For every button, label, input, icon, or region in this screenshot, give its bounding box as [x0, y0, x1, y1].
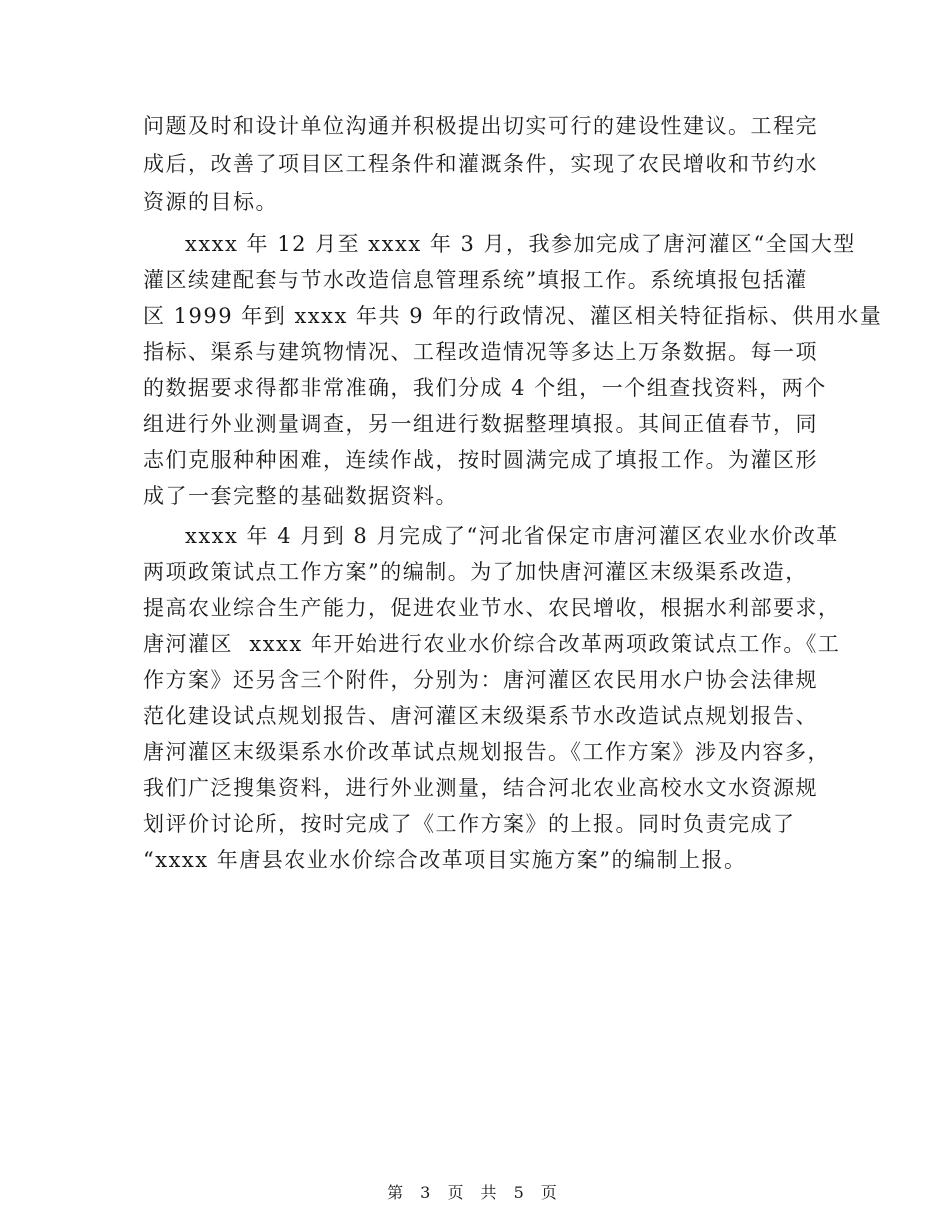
page-footer: 第 3 页 共 5 页	[387, 1183, 563, 1202]
text-line: 范化建设试点规划报告、唐河灌区末级渠系节水改造试点规划报告、	[143, 704, 818, 728]
text-line: 志们克服种种困难，连续作战，按时圆满完成了填报工作。为灌区形	[143, 448, 818, 472]
text-line: 问题及时和设计单位沟通并积极提出切实可行的建设性建议。工程完	[143, 114, 818, 138]
text-line: 划评价讨论所，按时完成了《工作方案》的上报。同时负责完成了	[143, 812, 796, 836]
text-line: 区 1999 年到 xxxx 年共 9 年的行政情况、灌区相关特征指标、供用水量	[143, 304, 883, 328]
text-line: 的数据要求得都非常准确，我们分成 4 个组，一个组查找资料，两个	[143, 376, 827, 400]
text-line: 成了一套完整的基础数据资料。	[143, 484, 458, 508]
text-line: 资源的目标。	[143, 190, 278, 214]
text-line: 提高农业综合生产能力，促进农业节水、农民增收，根据水利部要求，	[143, 596, 841, 620]
text-line: xxxx 年 12 月至 xxxx 年 3 月，我参加完成了唐河灌区“全国大型	[185, 232, 856, 256]
text-line: 唐河灌区末级渠系水价改革试点规划报告。《工作方案》涉及内容多，	[143, 740, 830, 764]
text-line: 唐河灌区 xxxx 年开始进行农业水价综合改革两项政策试点工作。《工	[143, 632, 841, 656]
text-line: 指标、渠系与建筑物情况、工程改造情况等多达上万条数据。每一项	[143, 340, 818, 364]
text-line: 我们广泛搜集资料，进行外业测量，结合河北农业高校水文水资源规	[143, 776, 818, 800]
text-line: 成后，改善了项目区工程条件和灌溉条件，实现了农民增收和节约水	[143, 152, 818, 176]
text-line: 两项政策试点工作方案”的编制。为了加快唐河灌区末级渠系改造，	[143, 560, 808, 584]
text-line: 灌区续建配套与节水改造信息管理系统”填报工作。系统填报包括灌	[143, 268, 808, 292]
text-line: xxxx 年 4 月到 8 月完成了“河北省保定市唐河灌区农业水价改革	[185, 524, 839, 548]
text-line: 作方案》还另含三个附件，分别为：唐河灌区农民用水户协会法律规	[143, 668, 818, 692]
text-line: “xxxx 年唐县农业水价综合改革项目实施方案”的编制上报。	[143, 848, 747, 872]
text-line: 组进行外业测量调查，另一组进行数据整理填报。其间正值春节，同	[143, 412, 818, 436]
